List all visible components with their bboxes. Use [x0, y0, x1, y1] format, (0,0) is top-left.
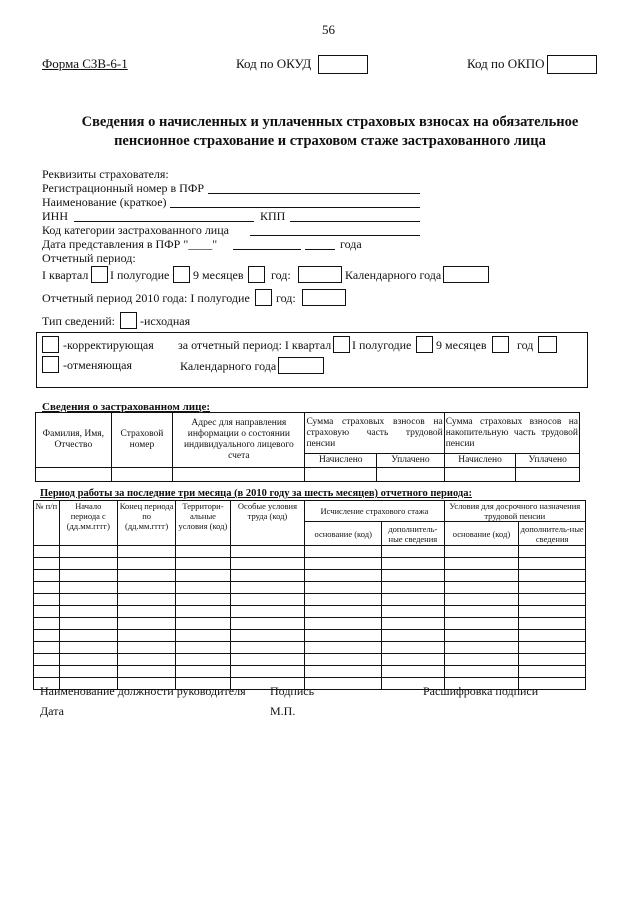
- category-code-label: Код категории застрахованного лица: [42, 223, 229, 237]
- cell-address[interactable]: [173, 468, 305, 482]
- requisites-label: Реквизиты страхователя:: [42, 167, 169, 181]
- col-start-format: (дд.мм.гггг): [66, 521, 110, 531]
- col-funded-accrued: Начислено: [444, 454, 516, 468]
- cancel-calendar-year-field[interactable]: [278, 357, 324, 374]
- cell-fio[interactable]: [36, 468, 112, 482]
- col-end-format: (дд.мм.гггг): [125, 521, 169, 531]
- period-2010-label: Отчетный период 2010 года: I полугодие: [42, 291, 250, 305]
- period-h1-label: I полугодие: [110, 268, 170, 282]
- col-territorial: Территори-альные условия (код): [176, 501, 230, 546]
- table-row: [34, 570, 586, 582]
- corr-9m-checkbox[interactable]: [492, 336, 509, 353]
- period-year-field[interactable]: [298, 266, 342, 283]
- col-start: [59, 501, 117, 546]
- insured-heading: Сведения о застрахованном лице:: [42, 401, 211, 413]
- title-line-1: Сведения о начисленных и уплаченных страховых взносах на обязательное: [81, 114, 579, 130]
- period-q1-checkbox[interactable]: [91, 266, 108, 283]
- table-row: [34, 642, 586, 654]
- col-end-label: Конец периода по: [119, 501, 174, 521]
- cell-ins-accrued[interactable]: [305, 468, 377, 482]
- page-number: 56: [322, 22, 335, 37]
- category-code-field[interactable]: [250, 235, 420, 236]
- col-exp-extra: дополнитель-ные сведения: [382, 522, 444, 546]
- work-periods-table: [33, 500, 586, 690]
- insured-table: [35, 412, 580, 482]
- work-heading: Период работы за последние три месяца (в 2010 году за шесть месяцев) отчетного периода:: [40, 488, 472, 499]
- period-2010-year-label: год:: [276, 291, 296, 305]
- info-type-initial-checkbox[interactable]: [120, 312, 137, 329]
- table-row: [34, 606, 586, 618]
- cancel-label: -отменяющая: [63, 358, 132, 372]
- kpp-field[interactable]: [290, 221, 420, 222]
- col-insurance-paid: Уплачено: [377, 454, 445, 468]
- period-q1-label: I квартал: [42, 268, 89, 282]
- col-snils: Страховой номер: [111, 413, 173, 468]
- cancel-checkbox[interactable]: [42, 356, 59, 373]
- signature-decode-label: Расшифровка подписи: [423, 684, 539, 698]
- okud-label: Код по ОКУД: [236, 56, 312, 71]
- col-insurance-accrued: Начислено: [305, 454, 377, 468]
- title-line-2: пенсионное страхование и страховом стаже застрахованного лица: [114, 133, 546, 149]
- calendar-year-field[interactable]: [443, 266, 489, 283]
- inn-field[interactable]: [74, 221, 254, 222]
- col-start-label: Начало периода с: [70, 501, 106, 521]
- table-row: [34, 558, 586, 570]
- corrective-label: -корректирующая: [63, 338, 154, 352]
- period-9m-checkbox[interactable]: [248, 266, 265, 283]
- okpo-field[interactable]: [547, 55, 597, 74]
- table-row: [34, 666, 586, 678]
- period-9m-label: 9 месяцев: [193, 268, 244, 282]
- col-funded-part: Сумма страховых взносов на накопительную часть трудовой пенсии: [444, 413, 579, 454]
- corr-year-field[interactable]: [538, 336, 557, 353]
- corr-q1-checkbox[interactable]: [333, 336, 350, 353]
- name-short-field[interactable]: [170, 207, 420, 208]
- cell-fund-accrued[interactable]: [444, 468, 516, 482]
- col-early-extra: дополнитель-ные сведения: [520, 523, 584, 544]
- corr-h1-checkbox[interactable]: [416, 336, 433, 353]
- submit-date-year-label: года: [340, 237, 362, 251]
- okud-field[interactable]: [318, 55, 368, 74]
- table-row: [34, 618, 586, 630]
- col-experience: Исчисление страхового стажа: [305, 501, 444, 522]
- col-end: [117, 501, 175, 546]
- cell-fund-paid[interactable]: [516, 468, 580, 482]
- period-h1-checkbox[interactable]: [173, 266, 190, 283]
- calendar-year-label: Календарного года: [345, 268, 442, 282]
- for-period-label: за отчетный период: I квартал: [178, 338, 332, 352]
- corrective-checkbox[interactable]: [42, 336, 59, 353]
- col-num: № п/п: [34, 501, 60, 546]
- corr-h1-label: I полугодие: [352, 338, 412, 352]
- col-address: Адрес для направления информации о состоянии индивидуального лицевого счета: [173, 413, 305, 468]
- period-2010-year-field[interactable]: [302, 289, 346, 306]
- form-title: [40, 113, 620, 151]
- col-funded-paid: Уплачено: [516, 454, 580, 468]
- table-row: [34, 594, 586, 606]
- date-label: Дата: [40, 704, 64, 718]
- submit-date-year-field[interactable]: [305, 249, 335, 250]
- corr-year-label: год: [517, 338, 534, 352]
- reg-number-label: Регистрационный номер в ПФР: [42, 181, 204, 195]
- col-special: Особые условия труда (код): [230, 501, 305, 546]
- col-insurance-part: Сумма страховых взносов на страховую часть трудовой пенсии: [305, 413, 444, 454]
- cell-snils[interactable]: [111, 468, 173, 482]
- table-row: [34, 546, 586, 558]
- reg-number-field[interactable]: [208, 193, 420, 194]
- col-early-pension: Условия для досрочного назначения трудовой пенсии: [444, 501, 585, 522]
- signature-label: Подпись: [270, 684, 315, 698]
- corr-9m-label: 9 месяцев: [436, 338, 487, 352]
- submit-date-month-field[interactable]: [233, 249, 301, 250]
- period-2010-h1-checkbox[interactable]: [255, 289, 272, 306]
- submit-date-label: Дата представления в ПФР "____": [42, 237, 218, 251]
- name-short-label: Наименование (краткое): [42, 195, 167, 209]
- okpo-label: Код по ОКПО: [467, 56, 545, 71]
- cell-ins-paid[interactable]: [377, 468, 445, 482]
- insured-data-row: [36, 468, 580, 482]
- period-year-label: год:: [271, 268, 291, 282]
- form-code: Форма СЗВ-6-1: [42, 56, 128, 71]
- cancel-calendar-year-label: Календарного года: [180, 359, 277, 373]
- kpp-label: КПП: [260, 209, 286, 223]
- info-type-initial-label: -исходная: [140, 314, 191, 328]
- period-label: Отчетный период:: [42, 251, 136, 265]
- info-type-label: Тип сведений:: [42, 314, 115, 328]
- col-fio: Фамилия, Имя, Отчество: [36, 413, 112, 468]
- table-row: [34, 630, 586, 642]
- inn-label: ИНН: [42, 209, 68, 223]
- col-exp-basis: основание (код): [305, 522, 382, 546]
- stamp-label: М.П.: [270, 704, 296, 718]
- head-position-label: Наименование должности руководителя: [40, 684, 246, 698]
- col-early-basis: основание (код): [444, 522, 519, 546]
- table-row: [34, 582, 586, 594]
- table-row: [34, 654, 586, 666]
